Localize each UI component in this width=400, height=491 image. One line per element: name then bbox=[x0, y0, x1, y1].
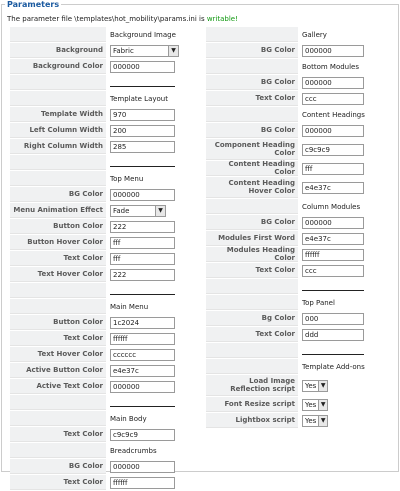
column-modules-text-color-input[interactable]: ccc bbox=[302, 265, 364, 277]
param-lightbox bbox=[206, 413, 394, 428]
param-label: Font Resize script bbox=[206, 397, 298, 412]
param-label: Right Column Width bbox=[10, 139, 106, 154]
chevron-down-icon[interactable]: ▼ bbox=[318, 400, 327, 410]
param-label: Text Hover Color bbox=[10, 347, 106, 362]
param-label: BG Color bbox=[206, 215, 298, 230]
section-bottom-modules bbox=[206, 59, 394, 74]
param-label: Text Color bbox=[206, 327, 298, 342]
param-ch-content bbox=[206, 161, 394, 176]
param-label: Template Width bbox=[10, 107, 106, 122]
param-label: BG Color bbox=[206, 75, 298, 90]
content-headings-bg-color-input[interactable]: 000000 bbox=[302, 125, 364, 137]
param-right-column-width bbox=[10, 139, 204, 154]
param-top-text-hover bbox=[10, 267, 204, 282]
param-bm-bg bbox=[206, 75, 394, 90]
param-label: BG Color bbox=[206, 43, 298, 58]
param-gallery-bg bbox=[206, 43, 394, 58]
param-tp-bg bbox=[206, 311, 394, 326]
section-heading: Template Add-ons bbox=[302, 362, 365, 371]
top-text-hover-input[interactable]: 222 bbox=[110, 269, 175, 281]
param-left-column-width bbox=[10, 123, 204, 138]
param-label: Background Color bbox=[10, 59, 106, 74]
top-button-color-input[interactable]: 222 bbox=[110, 221, 175, 233]
right-column-width-input[interactable]: 285 bbox=[110, 141, 175, 153]
param-label: Menu Animation Effect bbox=[10, 203, 106, 218]
background-color-input[interactable]: 000000 bbox=[110, 61, 175, 73]
param-label: Component Heading Color bbox=[206, 139, 298, 160]
param-label: Lightbox script bbox=[206, 413, 298, 428]
bottom-modules-text-color-input[interactable]: ccc bbox=[302, 93, 364, 105]
param-label: Bg Color bbox=[206, 311, 298, 326]
menu-animation-select[interactable]: Fade ▼ bbox=[110, 205, 166, 217]
param-ch-component bbox=[206, 139, 394, 160]
param-label: Content Heading Color bbox=[206, 161, 298, 176]
param-label: Button Hover Color bbox=[10, 235, 106, 250]
chevron-down-icon[interactable]: ▼ bbox=[318, 416, 327, 426]
top-panel-bg-color-input[interactable]: 000 bbox=[302, 313, 364, 325]
right-param-column bbox=[206, 27, 394, 429]
section-divider bbox=[206, 343, 394, 358]
main-text-hover-input[interactable]: cccccc bbox=[110, 349, 175, 361]
section-main-menu bbox=[10, 299, 204, 314]
section-top-menu bbox=[10, 171, 204, 186]
divider-line bbox=[302, 354, 364, 355]
param-label: Text Hover Color bbox=[10, 267, 106, 282]
param-cm-first-word bbox=[206, 231, 394, 246]
param-main-text-hover bbox=[10, 347, 204, 362]
param-tp-text bbox=[206, 327, 394, 342]
section-heading: Content Headings bbox=[302, 110, 365, 119]
main-button-color-input[interactable]: 1c2024 bbox=[110, 317, 175, 329]
section-heading: Main Menu bbox=[110, 302, 149, 311]
chevron-down-icon[interactable]: ▼ bbox=[318, 381, 327, 391]
section-template-addons bbox=[206, 359, 394, 374]
param-label: Text Color bbox=[206, 91, 298, 106]
body-text-color-input[interactable]: c9c9c9 bbox=[110, 429, 175, 441]
param-background bbox=[10, 43, 204, 58]
param-label: Active Text Color bbox=[10, 379, 106, 394]
section-heading: Top Panel bbox=[302, 298, 335, 307]
breadcrumbs-bg-color-input[interactable]: 000000 bbox=[110, 461, 175, 473]
section-column-modules bbox=[206, 199, 394, 214]
modules-first-word-input[interactable]: e4e37c bbox=[302, 233, 364, 245]
param-background-color bbox=[10, 59, 204, 74]
section-heading: Background Image bbox=[110, 30, 176, 39]
content-heading-hover-color-input[interactable]: e4e37c bbox=[302, 182, 364, 194]
left-param-column bbox=[10, 27, 204, 491]
param-label: BG Color bbox=[10, 459, 106, 474]
param-active-button bbox=[10, 363, 204, 378]
param-label: Button Color bbox=[10, 219, 106, 234]
param-label: Text Color bbox=[10, 475, 106, 490]
breadcrumbs-text-color-input[interactable]: ffffff bbox=[110, 477, 175, 489]
section-heading: Bottom Modules bbox=[302, 62, 360, 71]
section-divider bbox=[10, 155, 204, 170]
template-width-input[interactable]: 970 bbox=[110, 109, 175, 121]
column-modules-bg-color-input[interactable]: 000000 bbox=[302, 217, 364, 229]
top-panel-text-color-input[interactable]: ddd bbox=[302, 329, 364, 341]
reflection-script-select[interactable]: Yes ▼ bbox=[302, 380, 328, 392]
param-label: Modules Heading Color bbox=[206, 247, 298, 262]
background-select[interactable]: Fabric ▼ bbox=[110, 45, 179, 57]
divider-line bbox=[110, 86, 175, 87]
param-label: Text Color bbox=[10, 427, 106, 442]
section-divider bbox=[10, 395, 204, 410]
component-heading-color-input[interactable]: c9c9c9 bbox=[302, 144, 364, 156]
param-label: Content Heading Hover Color bbox=[206, 177, 298, 198]
section-divider bbox=[206, 279, 394, 294]
param-main-text-color bbox=[10, 331, 204, 346]
divider-line bbox=[110, 406, 175, 407]
divider-line bbox=[302, 290, 364, 291]
param-label: Active Button Color bbox=[10, 363, 106, 378]
section-heading: Template Layout bbox=[110, 94, 168, 103]
param-cm-bg bbox=[206, 215, 394, 230]
param-label: Modules First Word bbox=[206, 231, 298, 246]
section-heading: Breadcrumbs bbox=[110, 446, 157, 455]
param-menu-animation bbox=[10, 203, 204, 218]
param-bc-text-color bbox=[10, 475, 204, 490]
param-label: BG Color bbox=[10, 187, 106, 202]
param-template-width bbox=[10, 107, 204, 122]
param-ch-bg bbox=[206, 123, 394, 138]
param-bc-bg-color bbox=[10, 459, 204, 474]
param-label: BG Color bbox=[206, 123, 298, 138]
bottom-modules-bg-color-input[interactable]: 000000 bbox=[302, 77, 364, 89]
section-gallery bbox=[206, 27, 394, 42]
divider-line bbox=[110, 294, 175, 295]
writable-status: writable! bbox=[206, 15, 238, 23]
section-heading: Top Menu bbox=[110, 174, 144, 183]
modules-heading-color-input[interactable]: ffffff bbox=[302, 249, 364, 261]
section-divider bbox=[10, 283, 204, 298]
section-main-body bbox=[10, 411, 204, 426]
section-heading: Main Body bbox=[110, 414, 147, 423]
section-template-layout bbox=[10, 91, 204, 106]
param-main-button-color bbox=[10, 315, 204, 330]
param-reflection bbox=[206, 375, 394, 396]
param-bm-text bbox=[206, 91, 394, 106]
top-menu-bg-color-input[interactable]: 000000 bbox=[110, 189, 175, 201]
param-font-resize bbox=[206, 397, 394, 412]
section-divider bbox=[10, 75, 204, 90]
param-top-bg-color bbox=[10, 187, 204, 202]
divider-line bbox=[110, 166, 175, 167]
param-label: Left Column Width bbox=[10, 123, 106, 138]
main-text-color-input[interactable]: ffffff bbox=[110, 333, 175, 345]
gallery-bg-color-input[interactable]: 000000 bbox=[302, 45, 364, 57]
active-button-color-input[interactable]: e4e37c bbox=[110, 365, 175, 377]
param-cm-heading bbox=[206, 247, 394, 262]
section-heading: Gallery bbox=[302, 30, 327, 39]
section-top-panel bbox=[206, 295, 394, 310]
section-content-headings bbox=[206, 107, 394, 122]
active-text-color-input[interactable]: 000000 bbox=[110, 381, 175, 393]
param-label: Text Color bbox=[10, 331, 106, 346]
param-label: Load Image Reflection script bbox=[206, 375, 298, 396]
font-resize-script-select[interactable]: Yes ▼ bbox=[302, 399, 328, 411]
param-ch-hover bbox=[206, 177, 394, 198]
section-background-image bbox=[10, 27, 204, 42]
params-file-path: The parameter file \templates\hot_mobility\params.ini is bbox=[7, 15, 207, 23]
top-text-color-input[interactable]: fff bbox=[110, 253, 175, 265]
param-body-text-color bbox=[10, 427, 204, 442]
params-file-note bbox=[7, 15, 238, 23]
param-top-button-hover bbox=[10, 235, 204, 250]
param-top-text-color bbox=[10, 251, 204, 266]
param-label: Text Color bbox=[206, 263, 298, 278]
section-heading: Column Modules bbox=[302, 202, 361, 211]
chevron-down-icon[interactable]: ▼ bbox=[155, 206, 165, 216]
param-label: Background bbox=[10, 43, 106, 58]
top-button-hover-input[interactable]: fff bbox=[110, 237, 175, 249]
param-label: Text Color bbox=[10, 251, 106, 266]
left-column-width-input[interactable]: 200 bbox=[110, 125, 175, 137]
param-label: Button Color bbox=[10, 315, 106, 330]
chevron-down-icon[interactable]: ▼ bbox=[168, 46, 178, 56]
lightbox-script-select[interactable]: Yes ▼ bbox=[302, 415, 328, 427]
param-active-text bbox=[10, 379, 204, 394]
section-breadcrumbs bbox=[10, 443, 204, 458]
content-heading-color-input[interactable]: fff bbox=[302, 163, 364, 175]
param-cm-text bbox=[206, 263, 394, 278]
param-top-button-color bbox=[10, 219, 204, 234]
parameters-legend: Parameters bbox=[7, 0, 60, 9]
